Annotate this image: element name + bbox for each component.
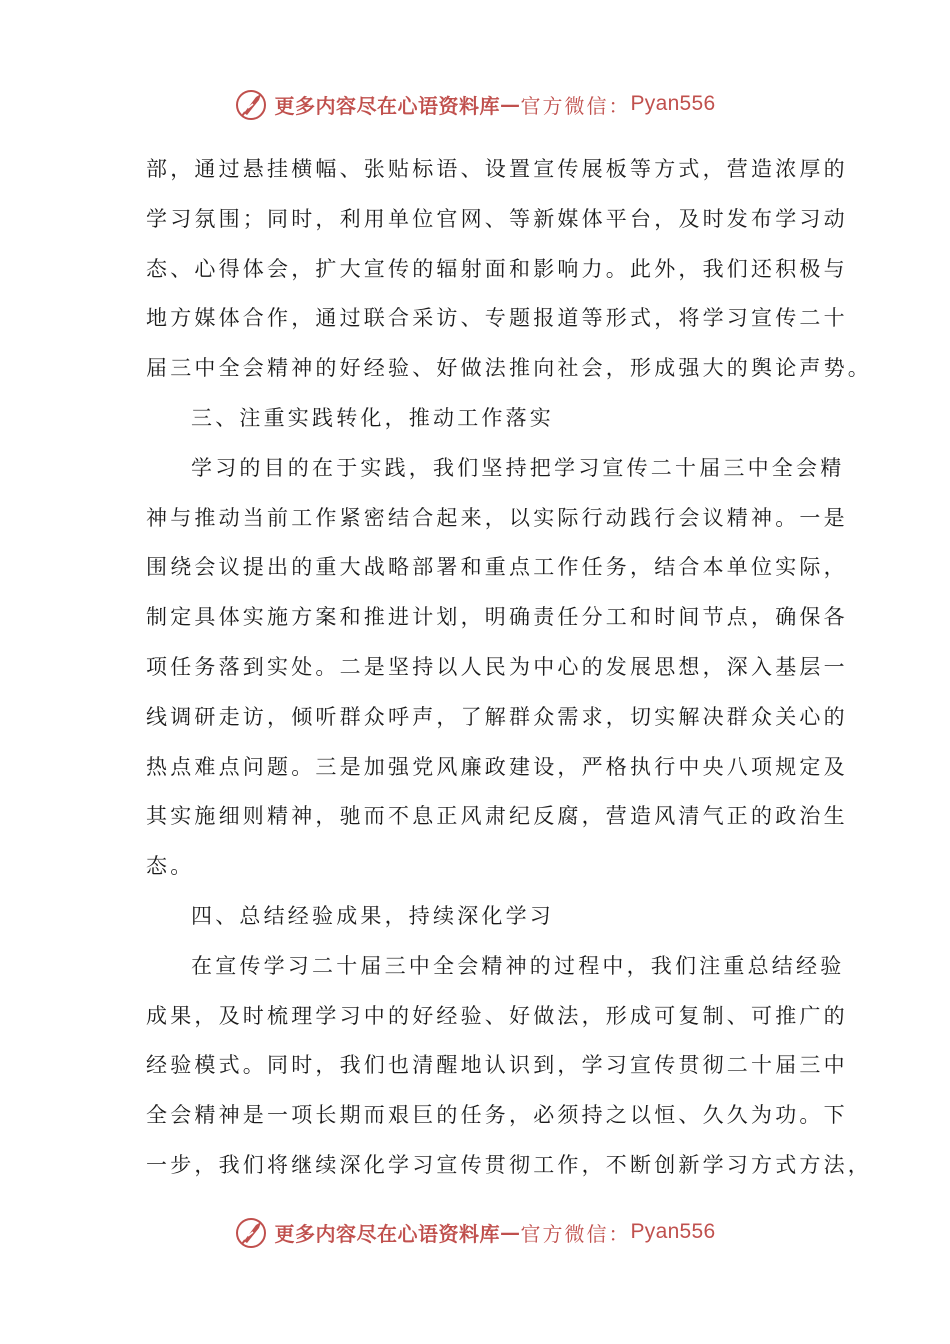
header-watermark (0, 84, 950, 124)
watermark-wechat-label: 官方微信： (520, 93, 631, 118)
pen-nib-logo-icon (234, 86, 270, 122)
text-line: 热点难点问题。三是加强党风廉政建设，严格执行中央八项规定及 (146, 754, 848, 779)
text-line: 线调研走访，倾听群众呼声，了解群众需求，切实解决群众关心的 (146, 704, 848, 729)
text-line: 成果，及时梳理学习中的好经验、好做法，形成可复制、可推广的 (146, 1003, 848, 1028)
watermark-dash: — (499, 1220, 521, 1244)
watermark-wechat-label: 官方微信： (520, 1221, 631, 1246)
document-body (146, 145, 872, 1191)
text-line: 制定具体实施方案和推进计划，明确责任分工和时间节点，确保各 (146, 605, 848, 630)
text-line: 神与推动当前工作紧密结合起来，以实际行动践行会议精神。一是 (146, 505, 848, 530)
text-line: 围绕会议提出的重大战略部署和重点工作任务，结合本单位实际， (146, 555, 848, 580)
section-heading: 四、总结经验成果，持续深化学习 (191, 903, 554, 928)
text-line: 态。 (146, 854, 195, 879)
text-line: 其实施细则精神，驰而不息正风肃纪反腐，营造风清气正的政治生 (146, 804, 848, 829)
text-line: 学习的目的在于实践，我们坚持把学习宣传二十届三中全会精 (191, 455, 845, 480)
watermark-dash: — (499, 92, 521, 116)
text-line: 态、心得体会，扩大宣传的辐射面和影响力。此外，我们还积极与 (146, 256, 848, 281)
footer-watermark (0, 1212, 950, 1252)
watermark-main-text: 更多内容尽在心语资料库 (274, 1221, 500, 1246)
text-line: 地方媒体合作，通过联合采访、专题报道等形式，将学习宣传二十 (146, 306, 848, 331)
pen-nib-logo-icon (234, 1214, 270, 1250)
text-line: 部，通过悬挂横幅、张贴标语、设置宣传展板等方式，营造浓厚的 (146, 157, 848, 181)
text-line: 学习氛围；同时，利用单位官网、等新媒体平台，及时发布学习动 (146, 206, 848, 231)
watermark-wechat-id: Pyan556 (630, 92, 716, 115)
text-line: 在宣传学习二十届三中全会精神的过程中，我们注重总结经验 (191, 953, 845, 978)
watermark-main-text: 更多内容尽在心语资料库 (274, 93, 500, 118)
text-line: 一步，我们将继续深化学习宣传贯彻工作，不断创新学习方式方法， (146, 1152, 872, 1177)
text-line: 经验模式。同时，我们也清醒地认识到，学习宣传贯彻二十届三中 (146, 1053, 848, 1078)
text-line: 全会精神是一项长期而艰巨的任务，必须持之以恒、久久为功。下 (146, 1103, 848, 1128)
text-line: 届三中全会精神的好经验、好做法推向社会，形成强大的舆论声势。 (146, 356, 872, 381)
watermark-wechat-id: Pyan556 (630, 1220, 716, 1243)
section-heading: 三、注重实践转化，推动工作落实 (191, 405, 554, 430)
text-line: 项任务落到实处。二是坚持以人民为中心的发展思想，深入基层一 (146, 654, 848, 679)
